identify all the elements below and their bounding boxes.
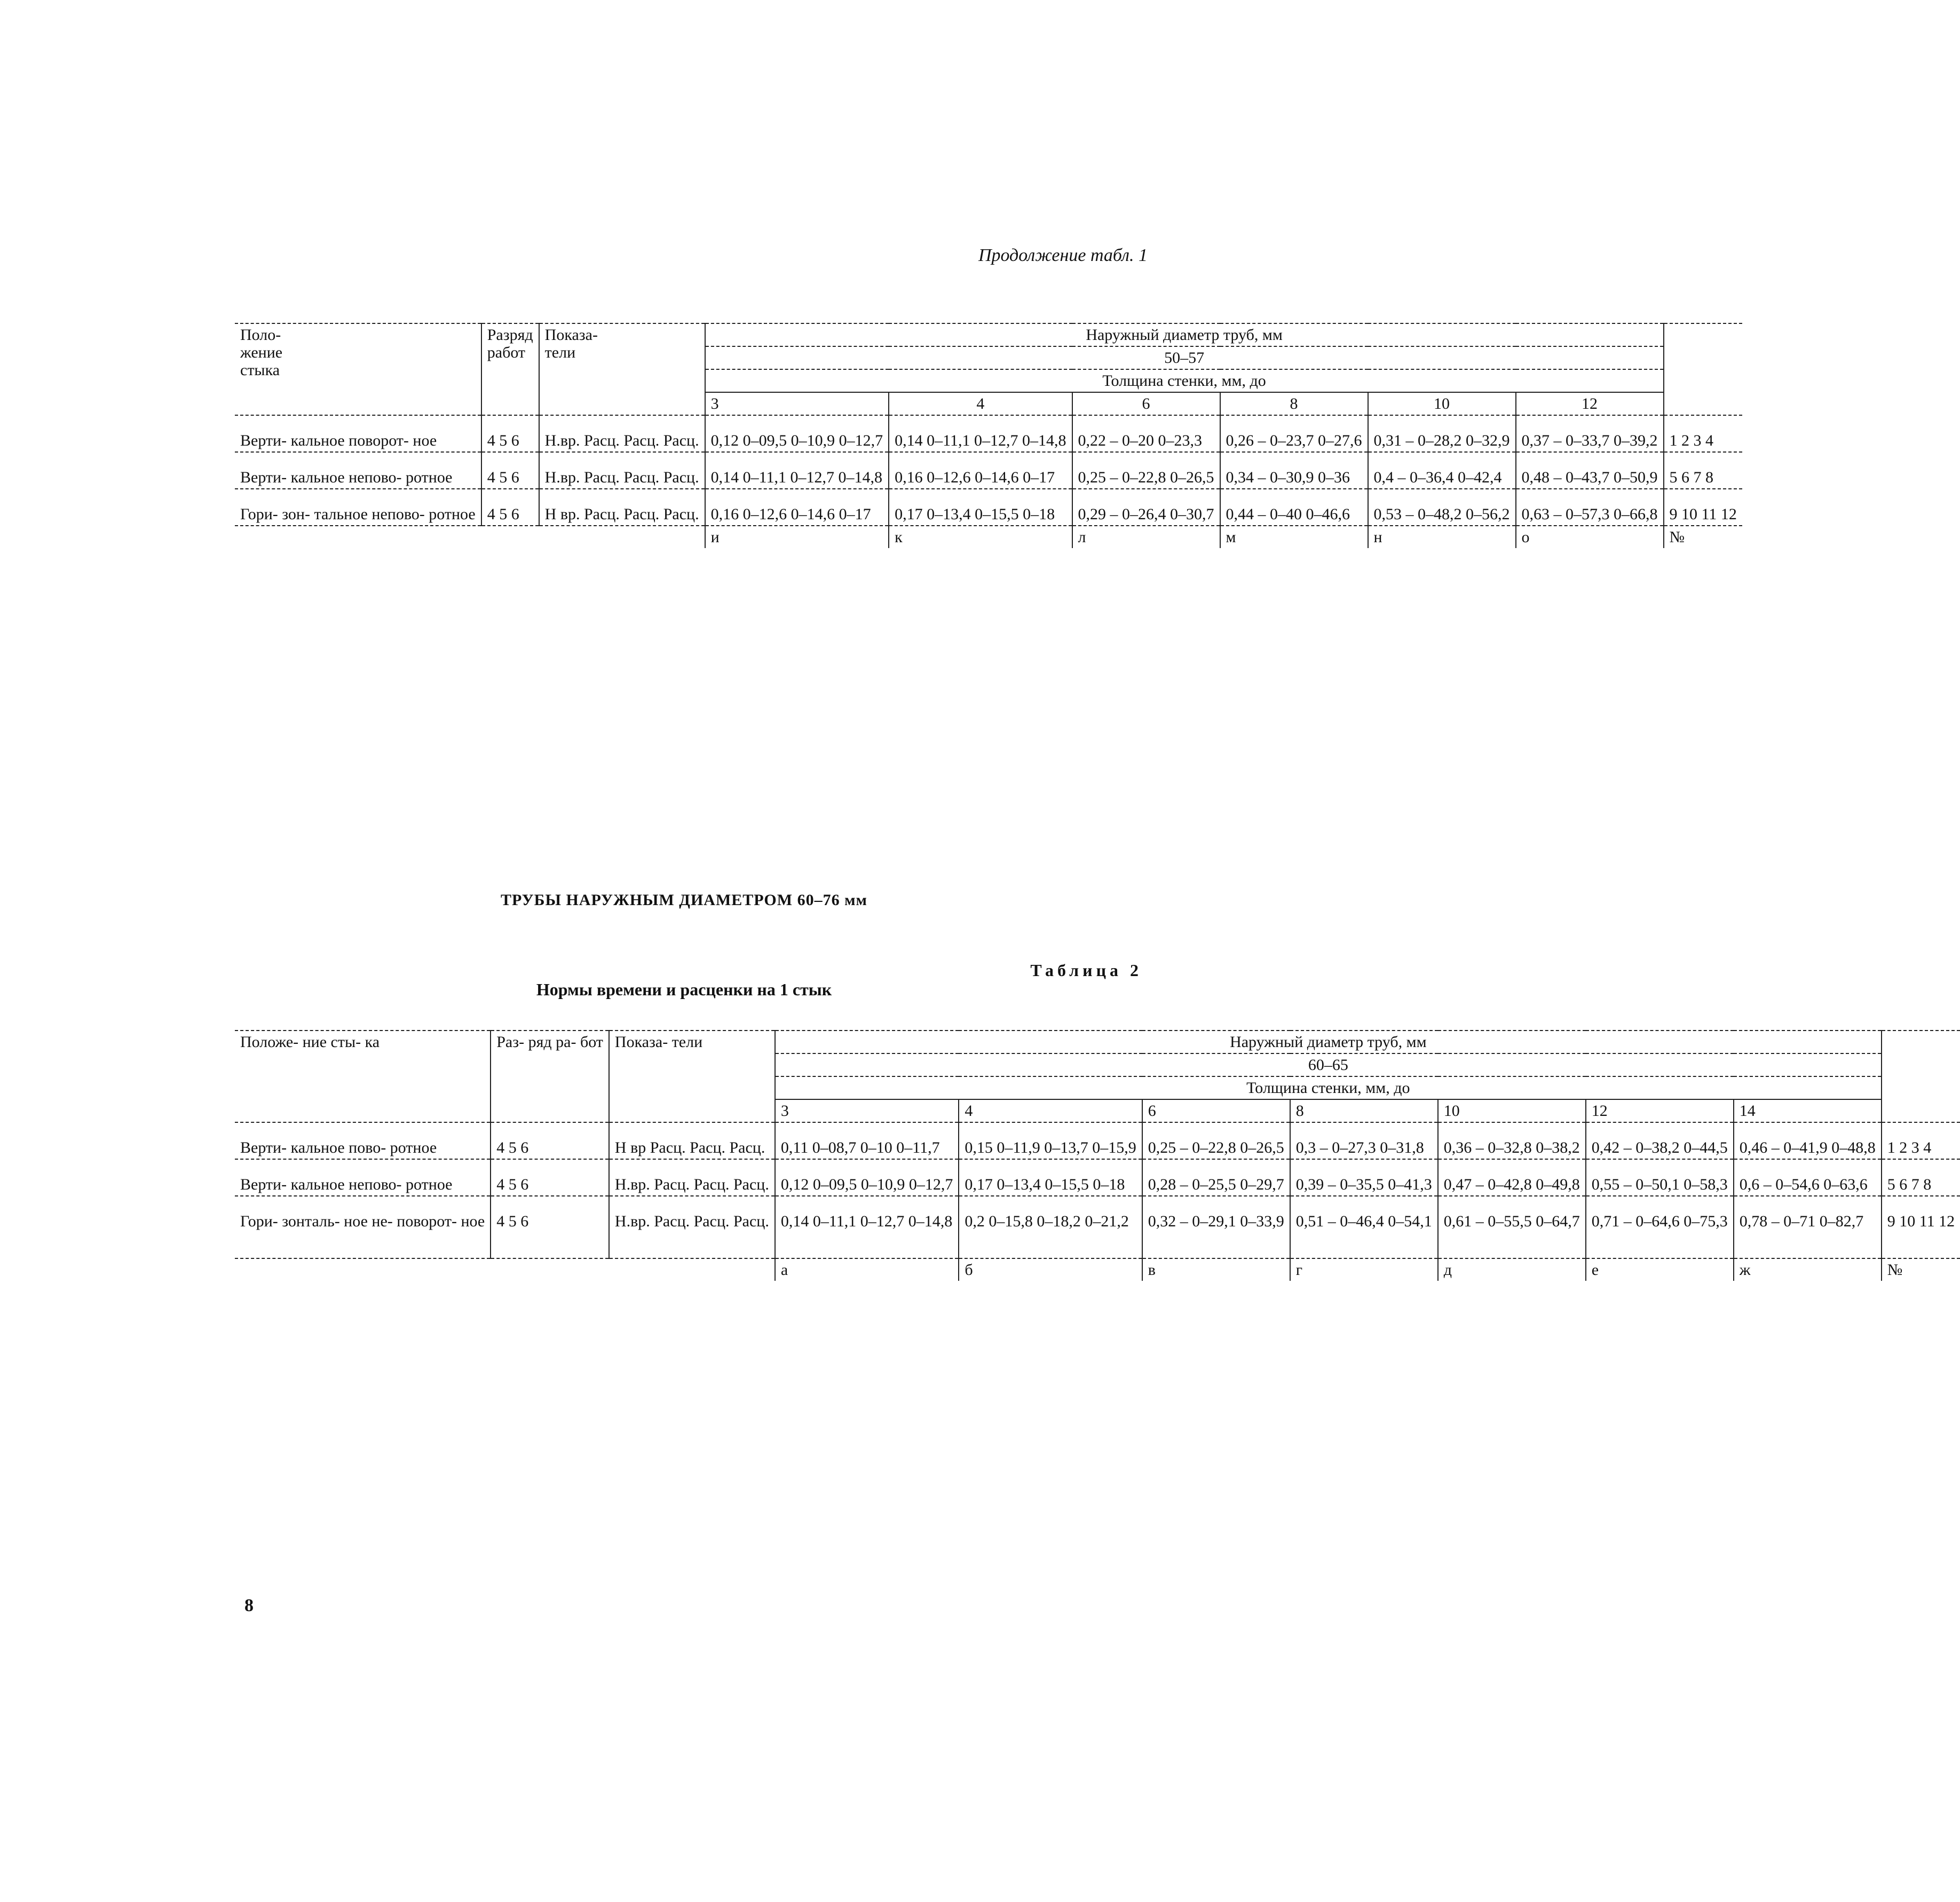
header-diameter-range: 50–57 [705,346,1664,369]
row-numbers: 1 2 3 4 [1887,1139,1932,1156]
table-cell: 0,29 – 0–26,4 0–30,7 [1072,503,1220,526]
column-key: м [1220,526,1368,548]
table-cell: 0,25 – 0–22,8 0–26,5 [1072,466,1220,489]
table-row [235,430,1742,452]
row-indicators: Н.вр. Расц. Расц. Расц. [609,1210,775,1232]
header-grade: Раз- ряд ра- бот [491,1031,609,1122]
table-cell: 0,44 – 0–40 0–46,6 [1220,503,1368,526]
row-indicators: Н вр. Расц. Расц. Расц. [539,503,705,526]
row-numbers: 1 2 3 4 [1669,432,1714,449]
table-row [235,1137,1960,1159]
table-cell: 0,53 – 0–48,2 0–56,2 [1368,503,1516,526]
table-cell: 0,42 – 0–38,2 0–44,5 [1586,1137,1734,1159]
table-cell: 0,17 0–13,4 0–15,5 0–18 [889,503,1072,526]
table-cell: 0,28 – 0–25,5 0–29,7 [1142,1174,1290,1196]
table-cell: 0,26 – 0–23,7 0–27,6 [1220,430,1368,452]
thickness-value: 6 [1072,392,1220,415]
table-row [235,1174,1960,1196]
table-cell: 0,63 – 0–57,3 0–66,8 [1516,503,1664,526]
table-cell: 0,6 – 0–54,6 0–63,6 [1734,1174,1882,1196]
row-numbers: 9 10 11 12 [1669,505,1737,523]
table-cell: 0,37 – 0–33,7 0–39,2 [1516,430,1664,452]
thickness-value: 12 [1516,392,1664,415]
thickness-value: 6 [1142,1099,1290,1122]
table-cell: 0,47 – 0–42,8 0–49,8 [1438,1174,1586,1196]
row-grades: 4 5 6 [481,466,539,489]
row-numbers: 5 6 7 8 [1669,469,1714,486]
column-key: б [959,1258,1142,1281]
table-cell: 0,48 – 0–43,7 0–50,9 [1516,466,1664,489]
table-cell: 0,71 – 0–64,6 0–75,3 [1586,1210,1734,1232]
table-cell: 0,16 0–12,6 0–14,6 0–17 [705,503,889,526]
table-cell: 0,34 – 0–30,9 0–36 [1220,466,1368,489]
column-key: к [889,526,1072,548]
header-indicators: Показа- тели [539,323,705,415]
row-indicators: Н вр Расц. Расц. Расц. [609,1137,775,1159]
header-indicators: Показа- тели [609,1031,775,1122]
table-cell: 0,16 0–12,6 0–14,6 0–17 [889,466,1072,489]
row-indicators: Н.вр. Расц. Расц. Расц. [609,1174,775,1196]
column-key-row [235,1258,1960,1281]
header-number-blank [1664,323,1742,415]
norms-table-1 [235,323,1742,548]
header-thickness: Толщина стенки, мм, до [705,369,1664,392]
header-position: Поло- жение стыка [235,323,481,415]
header-number-blank [1882,1031,1960,1122]
table-row [235,1210,1960,1232]
table-row [235,503,1742,526]
table-cell: 0,14 0–11,1 0–12,7 0–14,8 [889,430,1072,452]
column-key: ж [1734,1258,1882,1281]
row-indicators: Н.вр. Расц. Расц. Расц. [539,466,705,489]
table-cell: 0,36 – 0–32,8 0–38,2 [1438,1137,1586,1159]
row-numbers: 5 6 7 8 [1887,1176,1932,1193]
column-key: е [1586,1258,1734,1281]
thickness-value: 8 [1220,392,1368,415]
column-key: н [1368,526,1516,548]
row-numbers: 9 10 11 12 [1887,1212,1955,1230]
thickness-value: 3 [705,392,889,415]
continuation-title: Продолжение табл. 1 [978,245,1148,265]
norms-table-2 [235,1030,1960,1281]
table-cell: 0,78 – 0–71 0–82,7 [1734,1210,1882,1232]
table-cell: 0,14 0–11,1 0–12,7 0–14,8 [775,1210,959,1232]
thickness-value: 14 [1734,1099,1882,1122]
column-key: а [775,1258,959,1281]
header-diameter: Наружный диаметр труб, мм [705,323,1664,346]
table-cell: 0,22 – 0–20 0–23,3 [1072,430,1220,452]
table-row [235,466,1742,489]
number-key: № [1882,1258,1960,1281]
header-position: Положе- ние сты- ка [235,1031,491,1122]
table-cell: 0,14 0–11,1 0–12,7 0–14,8 [705,466,889,489]
header-diameter: Наружный диаметр труб, мм [775,1031,1882,1053]
column-key: о [1516,526,1664,548]
table-cell: 0,12 0–09,5 0–10,9 0–12,7 [775,1174,959,1196]
table-cell: 0,3 – 0–27,3 0–31,8 [1290,1137,1438,1159]
header-thickness: Толщина стенки, мм, до [775,1076,1882,1099]
page-number: 8 [244,1596,254,1615]
column-key: д [1438,1258,1586,1281]
number-key: № [1664,526,1742,548]
thickness-value: 10 [1438,1099,1586,1122]
row-grades: 4 5 6 [491,1137,609,1159]
table-cell: 0,32 – 0–29,1 0–33,9 [1142,1210,1290,1232]
table-cell: 0,4 – 0–36,4 0–42,4 [1368,466,1516,489]
thickness-value: 4 [959,1099,1142,1122]
table-cell: 0,61 – 0–55,5 0–64,7 [1438,1210,1586,1232]
column-key: г [1290,1258,1438,1281]
section-title: ТРУБЫ НАРУЖНЫМ ДИАМЕТРОМ 60–76 мм [501,891,867,909]
column-key: в [1142,1258,1290,1281]
thickness-value: 4 [889,392,1072,415]
row-grades: 4 5 6 [491,1174,609,1196]
table-cell: 0,25 – 0–22,8 0–26,5 [1142,1137,1290,1159]
thickness-value: 8 [1290,1099,1438,1122]
column-key-row [235,526,1742,548]
table-cell: 0,15 0–11,9 0–13,7 0–15,9 [959,1137,1142,1159]
table-cell: 0,39 – 0–35,5 0–41,3 [1290,1174,1438,1196]
row-position: Верти- кальное поворот- ное [235,430,481,452]
table-cell: 0,31 – 0–28,2 0–32,9 [1368,430,1516,452]
table-cell: 0,46 – 0–41,9 0–48,8 [1734,1137,1882,1159]
thickness-value: 3 [775,1099,959,1122]
table-2-label: Таблица 2 [1030,961,1142,980]
table-cell: 0,11 0–08,7 0–10 0–11,7 [775,1137,959,1159]
row-grades: 4 5 6 [491,1210,609,1232]
table-cell: 0,17 0–13,4 0–15,5 0–18 [959,1174,1142,1196]
row-indicators: Н.вр. Расц. Расц. Расц. [539,430,705,452]
row-position: Гори- зонталь- ное не- поворот- ное [235,1210,491,1232]
table-cell: 0,2 0–15,8 0–18,2 0–21,2 [959,1210,1142,1232]
table-2-caption: Нормы времени и расценки на 1 стык [536,980,832,999]
column-key: л [1072,526,1220,548]
row-position: Верти- кальное непово- ротное [235,466,481,489]
thickness-value: 10 [1368,392,1516,415]
row-position: Верти- кальное пово- ротное [235,1137,491,1159]
header-grade: Разряд работ [481,323,539,415]
table-cell: 0,51 – 0–46,4 0–54,1 [1290,1210,1438,1232]
header-diameter-range: 60–65 [775,1053,1882,1076]
table-cell: 0,55 – 0–50,1 0–58,3 [1586,1174,1734,1196]
row-grades: 4 5 6 [481,503,539,526]
row-grades: 4 5 6 [481,430,539,452]
row-position: Гори- зон- тальное непово- ротное [235,503,481,526]
table-cell: 0,12 0–09,5 0–10,9 0–12,7 [705,430,889,452]
row-position: Верти- кальное непово- ротное [235,1174,491,1196]
thickness-value: 12 [1586,1099,1734,1122]
column-key: и [705,526,889,548]
